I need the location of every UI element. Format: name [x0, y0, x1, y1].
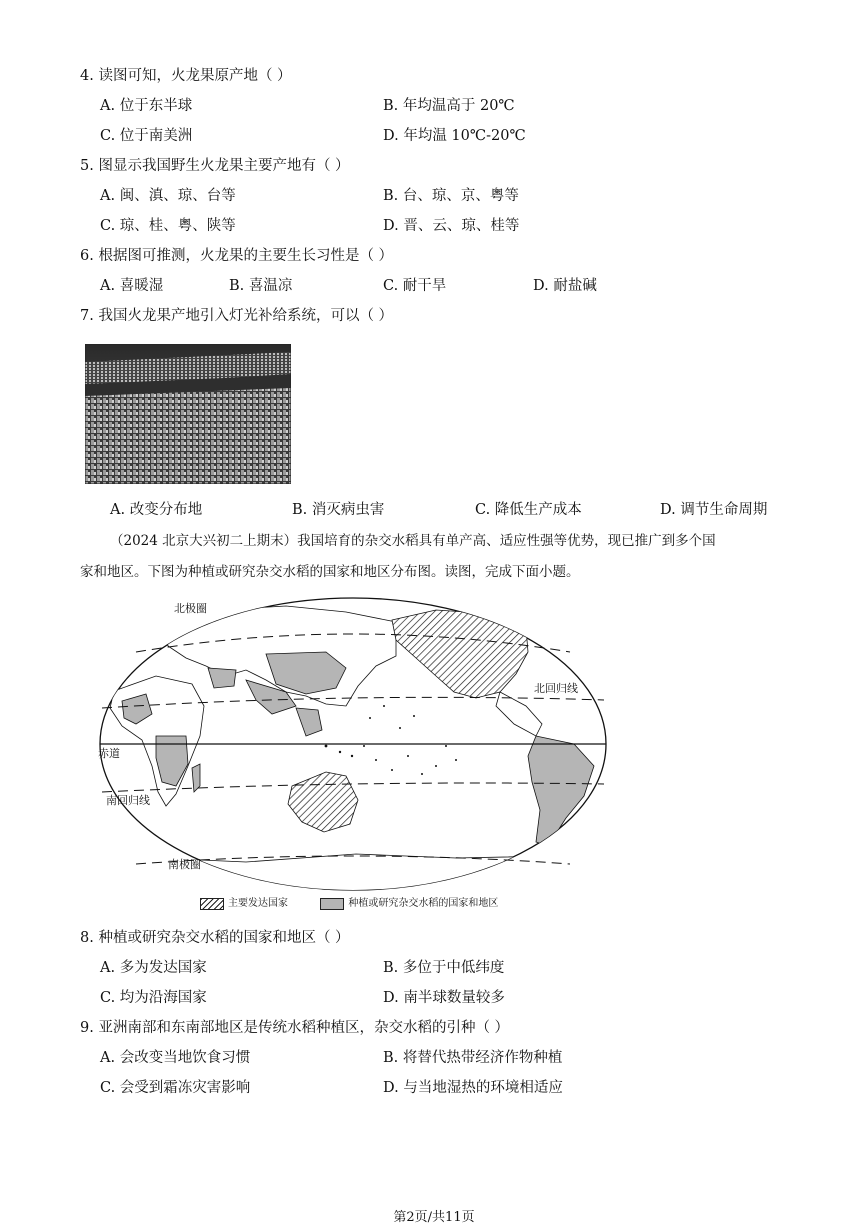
question-5-stem: 5. 图显示我国野生火龙果主要产地有（ ）: [80, 158, 350, 174]
question-5-option-a[interactable]: A. 闽、滇、琼、台等: [100, 188, 236, 204]
question-8-option-d[interactable]: D. 南半球数量较多: [383, 990, 505, 1006]
question-9-option-d[interactable]: D. 与当地湿热的环境相适应: [383, 1080, 563, 1096]
intro-line-2: 家和地区。下图为种植或研究杂交水稻的国家和地区分布图。读图，完成下面小题。: [80, 564, 580, 580]
legend-rice: 种植或研究杂交水稻的国家和地区: [348, 898, 499, 909]
question-5-option-c[interactable]: C. 琼、桂、粤、陕等: [100, 218, 236, 234]
question-6-stem: 6. 根据图可推测，火龙果的主要生长习性是（ ）: [80, 248, 394, 264]
page-footer: 第2页/共11页: [393, 1210, 475, 1225]
intro-line-1: （2024 北京大兴初二上期末）我国培育的杂交水稻具有单产高、适应性强等优势，现已推广到多个国: [110, 533, 716, 549]
question-7-option-c[interactable]: C. 降低生产成本: [475, 502, 582, 518]
question-6-option-a[interactable]: A. 喜暖湿: [100, 278, 164, 294]
rice-country-swatch: [320, 898, 344, 910]
question-4-option-b[interactable]: B. 年均温高于 20℃: [383, 98, 515, 114]
question-8-option-c[interactable]: C. 均为沿海国家: [100, 990, 207, 1006]
antarctic-circle-label: 南极圈: [168, 858, 201, 871]
map-legend: [200, 896, 498, 912]
question-4-option-a[interactable]: A. 位于东半球: [100, 98, 193, 114]
tropic-of-capricorn-label: 南回归线: [106, 794, 150, 807]
equator-label: 赤道: [98, 747, 120, 760]
question-5-option-b[interactable]: B. 台、琼、京、粤等: [383, 188, 519, 204]
question-6-option-c[interactable]: C. 耐干旱: [383, 278, 447, 294]
hybrid-rice-world-map: [96, 596, 610, 896]
question-7-option-d[interactable]: D. 调节生命周期: [660, 502, 768, 518]
question-7-stem: 7. 我国火龙果产地引入灯光补给系统，可以（ ）: [80, 308, 394, 324]
arctic-circle-label: 北极圈: [174, 602, 207, 615]
question-9-stem: 9. 亚洲南部和东南部地区是传统水稻种植区，杂交水稻的引种（ ）: [80, 1020, 510, 1036]
question-5-option-d[interactable]: D. 晋、云、琼、桂等: [383, 218, 520, 234]
question-4-option-c[interactable]: C. 位于南美洲: [100, 128, 193, 144]
question-6-option-d[interactable]: D. 耐盐碱: [533, 278, 597, 294]
question-7-option-a[interactable]: A. 改变分布地: [110, 502, 203, 518]
question-8-option-b[interactable]: B. 多位于中低纬度: [383, 960, 505, 976]
question-9-option-b[interactable]: B. 将替代热带经济作物种植: [383, 1050, 563, 1066]
developed-country-swatch: [200, 898, 224, 910]
legend-developed: 主要发达国家: [228, 898, 288, 909]
question-6-option-b[interactable]: B. 喜温凉: [229, 278, 293, 294]
question-7-option-b[interactable]: B. 消灭病虫害: [292, 502, 385, 518]
question-9-option-a[interactable]: A. 会改变当地饮食习惯: [100, 1050, 251, 1066]
question-4-stem: 4. 读图可知，火龙果原产地（ ）: [80, 68, 292, 84]
question-8-option-a[interactable]: A. 多为发达国家: [100, 960, 207, 976]
question-4-option-d[interactable]: D. 年均温 10℃-20℃: [383, 128, 526, 144]
dragon-fruit-field-photo: [85, 344, 291, 484]
question-8-stem: 8. 种植或研究杂交水稻的国家和地区（ ）: [80, 930, 350, 946]
question-9-option-c[interactable]: C. 会受到霜冻灾害影响: [100, 1080, 251, 1096]
tropic-of-cancer-label: 北回归线: [534, 682, 578, 695]
